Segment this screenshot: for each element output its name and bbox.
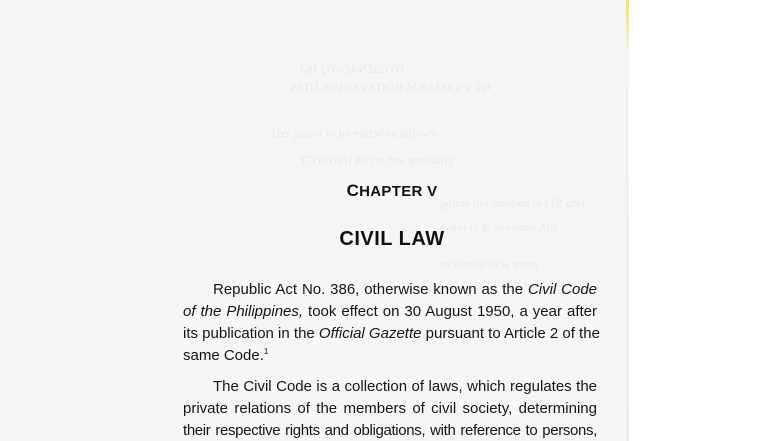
text-run: pursuant to Article 2 of the — [425, 325, 600, 342]
italic-text: Civil Code — [527, 281, 598, 298]
footnote-marker: 1 — [263, 347, 269, 356]
paragraph-1 — [183, 279, 600, 367]
paragraph-line: their respective rights and obligations, with reference to persons, — [183, 422, 597, 439]
chapter-title: CIVIL LAW — [339, 228, 445, 250]
chapter-initial: C — [346, 181, 360, 200]
bleed-through-text: (vta ST) to nadqoat bni ahtiog — [440, 196, 585, 210]
bleed-through-text: DTC3ZNAG-TQ 163 — [300, 62, 405, 76]
bleed-through-text: QT VNAMAS M HOITSVENVOLUTIA — [290, 80, 491, 94]
paragraph-line — [183, 279, 597, 301]
paragraph-line — [183, 301, 597, 323]
text-run: Republic Act No. 386, otherwise known as the — [213, 281, 524, 298]
text-run: same Code. — [183, 347, 264, 364]
paragraph-line — [183, 345, 597, 367]
text-run: took effect on 30 August 1950, a year after — [308, 303, 597, 320]
italic-text: of the Philippines, — [183, 303, 304, 320]
bleed-through-text: yrlazanqe arrt ort sA Hitivio CT — [300, 153, 454, 167]
paragraph-line: private relations of the members of civil society, determining — [183, 400, 597, 417]
page-edge — [626, 0, 629, 441]
paragraph-line: The Civil Code is a collection of laws, which regulates the — [213, 378, 597, 395]
chapter-heading — [0, 181, 626, 201]
text-run: its publication in the — [183, 325, 315, 342]
bleed-through-text: ewollot as before ed of vitraq. edT — [270, 126, 436, 140]
chapter-label: HAPTER V — [359, 183, 438, 200]
bleed-through-text: aerze ar to zhozor ar — [440, 257, 538, 271]
italic-text: Official Gazette — [318, 325, 422, 342]
bleed-through-text: .tdA sontexaq at lo tow a — [440, 220, 560, 234]
paragraph-2 — [183, 376, 597, 441]
paragraph-line — [183, 323, 600, 345]
